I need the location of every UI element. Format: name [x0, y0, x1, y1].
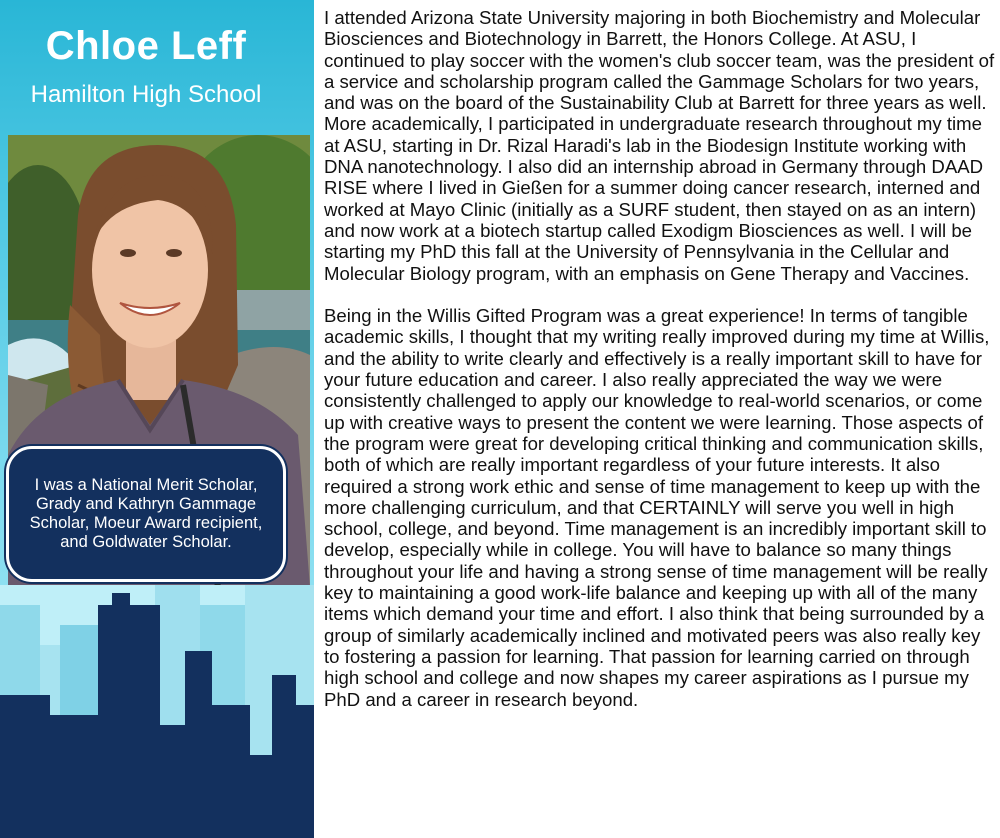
honors-badge	[6, 446, 286, 582]
school-name: Hamilton High School	[30, 81, 262, 108]
biography	[324, 7, 998, 710]
bio-paragraph-1: I attended Arizona State University majoring in both Biochemistry and Molecular Biosciences and Biotechnology in Barrett, the Honors College. At ASU, I continued to play soccer with the women's club soccer team, was the president of a service and scholarship program called the Gammage Scholars for two years, and was on the board of the Sustainability Club at Barrett for three years as well. More academically, I participated in undergraduate research throughout my time at ASU, starting in Dr. Rizal Haradi's lab in the Biodesign Institute working with DNA nanotechnology. I also did an internship abroad in Germany through DAAD RISE where I lived in Gießen for a summer doing cancer research, interned and worked at Mayo Clinic (initially as a SURF student, then stayed on as an intern) and now work at a biotech startup called Exodigm Biosciences as well. I will be starting my PhD this fall at the University of Pennsylvania in the Cellular and Molecular Biology program, with an emphasis on Gene Therapy and Vaccines.	[324, 7, 995, 284]
student-name: Chloe Leff	[45, 24, 247, 68]
honors-text: I was a National Merit Scholar, Grady and Kathryn Gammage Scholar, Moeur Award recipient, and Goldwater Scholar.	[29, 476, 263, 551]
profile-sidebar	[0, 0, 314, 838]
bio-paragraph-2: Being in the Willis Gifted Program was a great experience! In terms of tangible academic skills, I thought that my writing really improved during my time at Willis, and the ability to write clearly and effectively is a really important skill to have for your future education and career. I also really appreciated the way we were consistently challenged to apply our knowledge to real-world scenarios, or come up with creative ways to present the content we were learning. Those aspects of the program were great for developing critical thinking and communication skills, both of which are really important regardless of your future interests. It also required a strong work ethic and sense of time management to keep up with the more challenging curriculum, and that CERTAINLY will serve you well in high school, college, and beyond. Time management is an incredibly important skill to develop, especially while in college. You will have to balance so many things throughout your life and having a strong sense of time management will be really key to maintaining a good work-life balance and keeping up with all of the many items which demand your time and effort. I also think that being surrounded by a group of similarly academically inclined and motivated peers was also really key to fostering a passion for learning. That passion for learning carried on through high school and college and now shapes my career aspirations as I pursue my PhD and a career in research beyond.	[324, 305, 990, 710]
city-skyline-graphic	[0, 585, 314, 838]
